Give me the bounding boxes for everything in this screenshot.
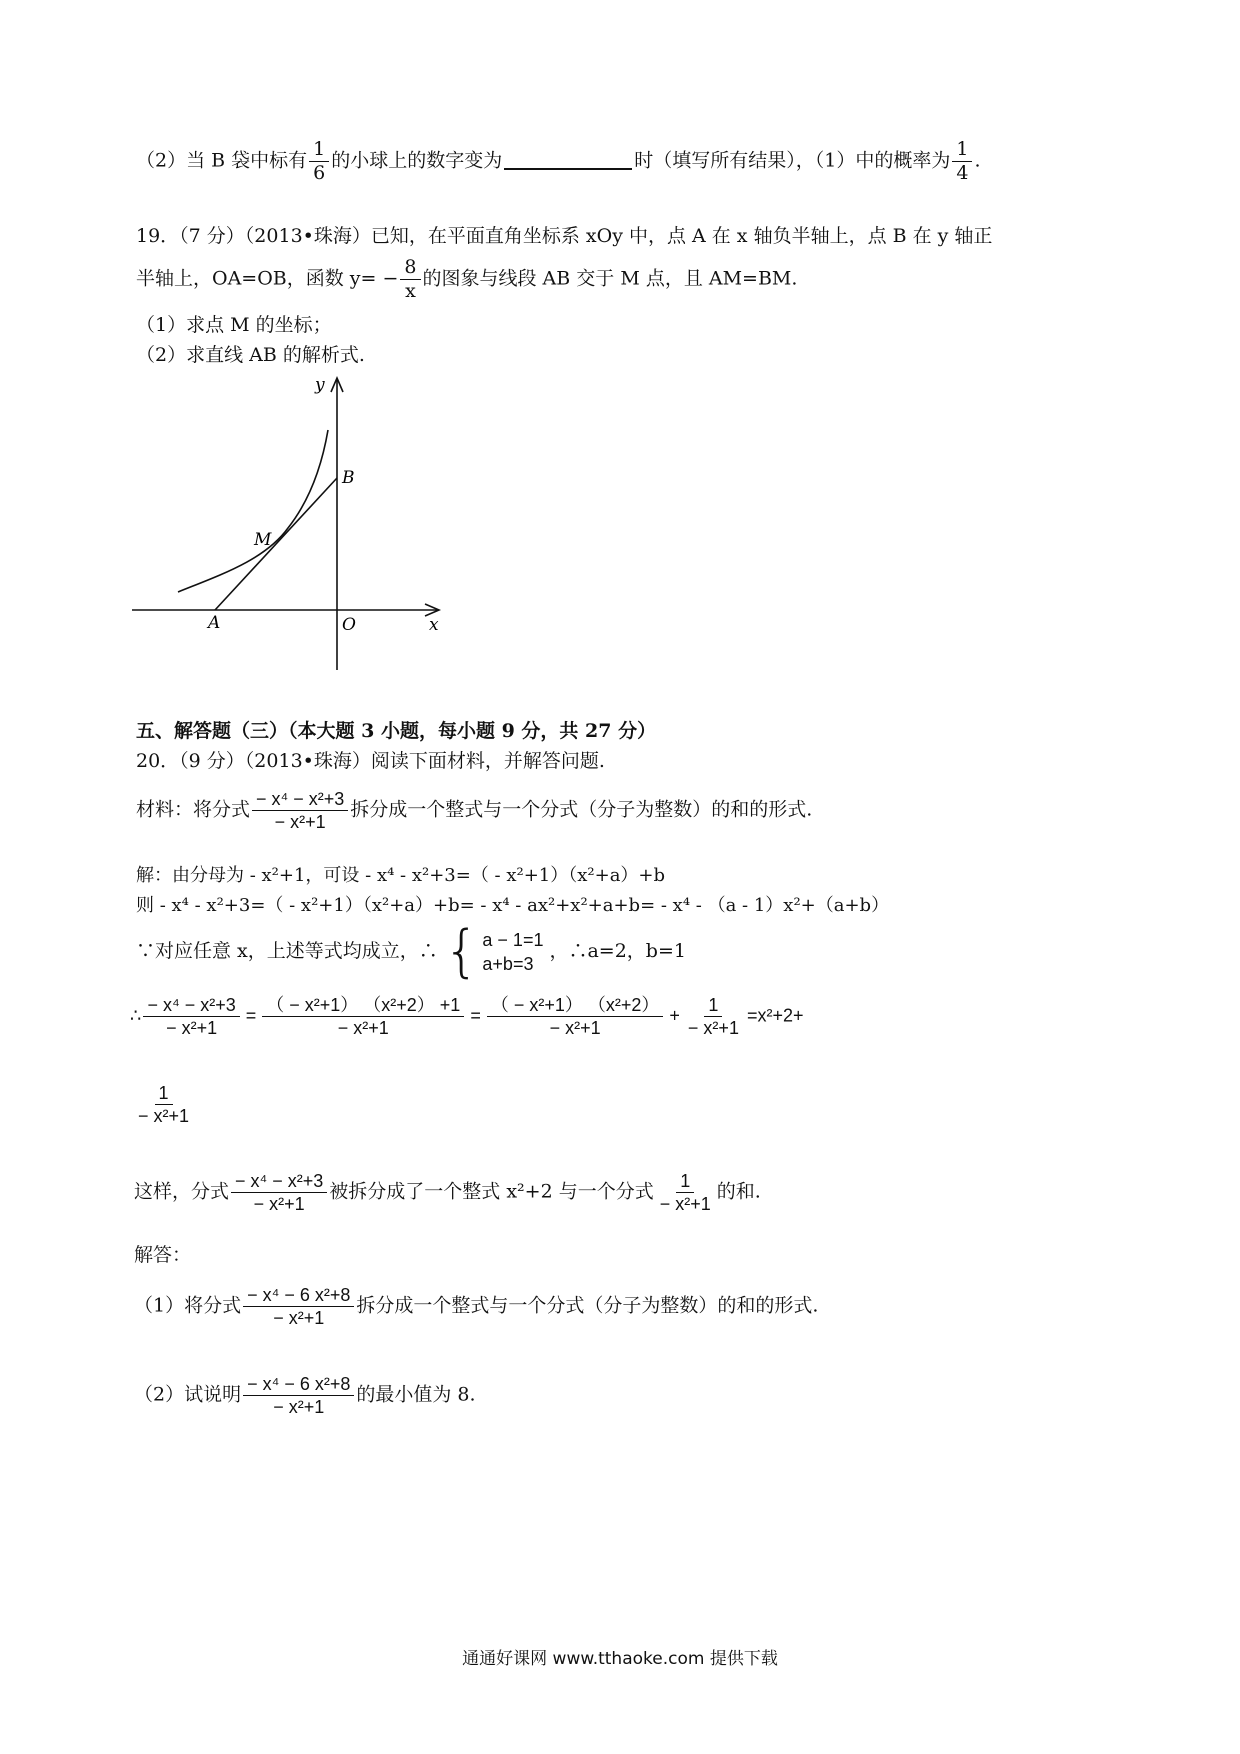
frac-den: − x²+1 [273,1397,325,1417]
q19-line1: 19．（7 分）（2013•珠海）已知，在平面直角坐标系 xOy 中，点 A 在 x 轴负半轴上，点 B 在 y 轴正 [136,225,993,247]
system-eq-2: a+b=3 [482,954,534,974]
frac-den: 4 [956,162,969,184]
frac-num: − x⁴ − 6 x²+8 [243,1375,354,1396]
q18-text-b: 的小球上的数字变为 [331,149,503,172]
period: . [974,149,981,172]
fraction-one-sixth [309,140,329,183]
frac-num: − x⁴ − 6 x²+8 [243,1286,354,1307]
q18-text-a: （2）当 B 袋中标有 [136,149,308,172]
solution-text-a: ∵对应任意 x，上述等式均成立，∴ [136,940,438,962]
frac-den: − x²+1 [549,1018,601,1038]
thus-text-b: 被拆分成了一个整式 x²+2 与一个分式 [329,1180,654,1203]
frac-num: − x⁴ − x²+3 [231,1172,327,1193]
coordinate-figure [120,370,460,680]
frac-num: 1 [704,996,722,1017]
eq-fraction-5 [134,1084,193,1125]
label-o: O [342,615,356,635]
frac-den: − x²+1 [659,1194,711,1214]
equals-sign: = [245,1005,257,1026]
part2-text-b: 的最小值为 8. [356,1383,476,1406]
eq-fraction-2 [262,996,464,1037]
part1-fraction [243,1286,354,1327]
thus-line [134,1172,761,1213]
frac-num: − x⁴ − x²+3 [143,996,239,1017]
q19-sub2: （2）求直线 AB 的解析式. [136,344,365,366]
part1-text-a: （1）将分式 [134,1294,242,1317]
plus-sign: + [669,1005,680,1026]
fraction-one-fourth [952,140,972,183]
frac-num: （ − x²+1） （x²+2） +1 [262,996,464,1017]
therefore-symbol: ∴ [130,1005,142,1026]
frac-den: − x²+1 [337,1018,389,1038]
q19-text-a: 半轴上，OA=OB，函数 y= − [136,267,399,290]
label-x: x [429,615,439,635]
eq-fraction-3 [487,996,664,1037]
frac-num: 8 [400,258,420,280]
frac-den: − x²+1 [166,1018,218,1038]
thus-fraction-2 [656,1172,715,1213]
answer-label: 解答： [134,1244,192,1266]
frac-num: （ − x²+1） （x²+2） [487,996,664,1017]
equation-chain [130,996,804,1037]
eq-tail: =x²+2+ [746,1005,804,1026]
part2-text-a: （2）试说明 [134,1383,242,1406]
frac-num: − x⁴ − x²+3 [252,790,348,811]
frac-den: − x²+1 [687,1018,739,1038]
brace-icon: { [443,919,480,984]
q20-line1: 20．（9 分）（2013•珠海）阅读下面材料，并解答问题. [136,750,605,772]
eq-fraction-1 [143,996,239,1037]
q19-sub1: （1）求点 M 的坐标； [136,314,332,336]
part2-fraction [243,1375,354,1416]
frac-den: − x²+1 [273,1308,325,1328]
material-fraction [252,790,348,831]
frac-den: − x²+1 [274,812,326,832]
part1-line [134,1286,818,1327]
frac-num: 1 [676,1172,694,1193]
frac-num: 1 [952,140,972,162]
label-y: y [315,375,325,395]
q19-text-b: 的图象与线段 AB 交于 M 点，且 AM=BM. [422,267,798,290]
frac-den: x [405,280,416,302]
label-a: A [208,613,221,633]
equals-sign: = [470,1005,481,1026]
material-text-a: 材料：将分式 [136,798,251,821]
solution-text-b: ，∴a=2，b=1 [549,940,686,962]
fraction-8-over-x [400,258,420,301]
thus-text-c: 的和. [716,1180,761,1203]
q18-part2 [136,140,980,183]
q19-line2 [136,258,797,301]
thus-fraction-1 [231,1172,327,1213]
solution-line1: 解：由分母为 - x²+1，可设 - x⁴ - x²+3=（ - x²+1）（x²+a）+b [136,865,666,886]
answer-blank[interactable] [504,150,632,170]
frac-num: 1 [155,1084,173,1105]
thus-text-a: 这样，分式 [134,1180,230,1203]
frac-den: − x²+1 [253,1194,305,1214]
label-b: B [342,468,355,488]
frac-num: 1 [309,140,329,162]
label-m: M [254,530,272,550]
section-heading: 五、解答题（三）（本大题 3 小题，每小题 9 分，共 27 分） [136,720,657,742]
eq-continuation [132,1084,195,1125]
solution-line2: 则 - x⁴ - x²+3=（ - x²+1）（x²+a）+b= - x⁴ - ax²+x²+a+b= - x⁴ - （a - 1）x²+（a+b） [136,895,890,916]
part1-text-b: 拆分成一个整式与一个分式（分子为整数）的和的形式. [356,1294,819,1317]
segment-ab [215,478,337,610]
eq-fraction-4 [684,996,743,1037]
system-eq-1: a − 1=1 [482,930,544,950]
part2-line [134,1375,476,1416]
q20-material [136,790,812,831]
page-footer: 通通好课网 www.tthaoke.com 提供下载 [462,1649,778,1669]
q18-text-c: 时（填写所有结果），（1）中的概率为 [634,149,951,172]
frac-den: 6 [313,162,326,184]
solution-line3 [136,919,686,984]
material-text-b: 拆分成一个整式与一个分式（分子为整数）的和的形式. [350,798,813,821]
equation-system [443,919,544,984]
frac-den: − x²+1 [138,1106,190,1126]
